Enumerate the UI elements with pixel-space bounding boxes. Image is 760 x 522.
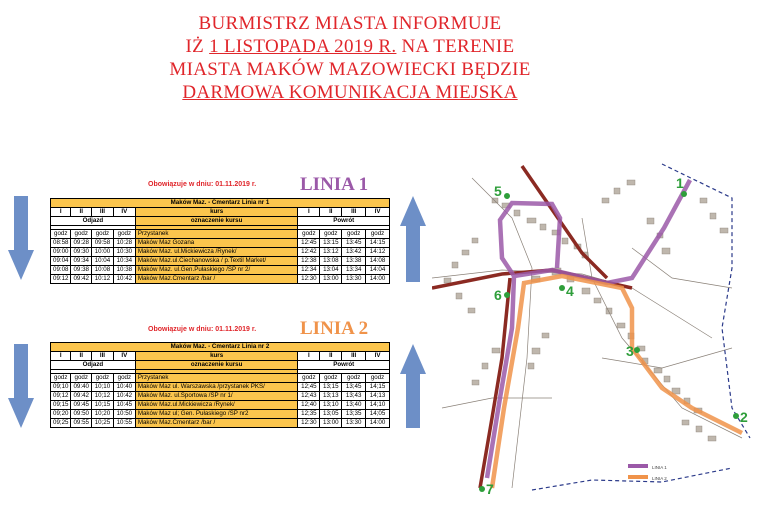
return-time: 14;13	[366, 392, 390, 401]
return-time: 12:34	[298, 266, 320, 275]
departure-time: 10:08	[91, 266, 113, 275]
departure-time: 10:45	[113, 401, 135, 410]
departure-time: 09:04	[51, 257, 71, 266]
departure-time: 09:28	[71, 239, 91, 248]
odjazd-header: Odjazd	[51, 361, 136, 370]
return-time: 12;43	[298, 392, 320, 401]
table-row	[51, 248, 390, 257]
stop-name: Maków Maz. ul.Sportowa /SP nr 1/	[135, 392, 298, 401]
departure-time: 10:28	[113, 239, 135, 248]
return-time: 12;45	[298, 383, 320, 392]
stop-name: Maków Maz Gozana	[135, 239, 298, 248]
arrow-up-icon	[400, 196, 426, 282]
return-time: 12:30	[298, 275, 320, 284]
headline-line-1: BURMISTRZ MIASTA INFORMUJE	[198, 13, 502, 34]
departure-time: 09:34	[71, 257, 91, 266]
departure-time: 09:58	[91, 239, 113, 248]
linia2-table-title: Maków Maz. - Cmentarz Linia nr 2	[51, 343, 390, 352]
return-time: 14:15	[366, 239, 390, 248]
departure-time: 10:30	[113, 248, 135, 257]
departure-time: 10:38	[113, 266, 135, 275]
return-time: 12:30	[298, 419, 320, 428]
return-time: 12:42	[298, 248, 320, 257]
departure-time: 09:38	[71, 266, 91, 275]
arrow-down-icon	[8, 196, 34, 280]
departure-time: 09:08	[51, 266, 71, 275]
linia2-title: LINIA 2	[300, 318, 369, 339]
return-time: 13:34	[342, 266, 366, 275]
headline-line-4: DARMOWA KOMUNIKACJA MIEJSKA	[182, 82, 518, 103]
departure-time: 10:12	[91, 275, 113, 284]
arrow-up-icon	[400, 344, 426, 428]
linia2-timetable: Maków Maz. - Cmentarz Linia nr 2 I II III IV kurs I II III IV Odjazd oznaczenie kursu Powrót godz godz godz godz Przystanek godz godz godz godz 09;10 09:40 10;10 10:40 Maków Maz ul. Warszawska /przystanek PKS/ 12;45 13;15 13;45 14;15 09;12 09:42 10;12 10:42 Maków Maz. ul.Sportowa /SP nr 1/ 12;43 13;13 13;43 14;13 09;15 09:45 10;15 10:45 Maków Maz.ul.Mickiewicza /Rynek/ 12;40 13;10 13;40 14;10 09;20 09:50 10;20 10:50 Maków Maz ul; Gen. Pułaskiego /SP nr2 12;35 13;05 13;35 14;05 09;25 09:55 10;25 10:55 Maków Maz.Cmentarz /bar / 12:30 13:00 13:30 14:00	[50, 342, 390, 428]
stop-label: 5	[494, 183, 502, 199]
return-time: 13;10	[320, 401, 342, 410]
return-time: 14;10	[366, 401, 390, 410]
stop-name: Maków Maz ul; Gen. Pułaskiego /SP nr2	[135, 410, 298, 419]
departure-time: 10:40	[113, 383, 135, 392]
departure-time: 09:50	[71, 410, 91, 419]
headline-line-2: IŻ 1 LISTOPADA 2019 R. NA TERENIE	[185, 36, 515, 57]
stop-label: 7	[486, 481, 494, 497]
return-time: 13:00	[320, 275, 342, 284]
stop-name: Maków Maz.ul.Ciechanowska / p.Textil Market/	[135, 257, 298, 266]
departure-time: 09:00	[51, 248, 71, 257]
return-time: 12;35	[298, 410, 320, 419]
return-time: 14:12	[366, 248, 390, 257]
departure-time: 10:42	[113, 392, 135, 401]
stop-name: Maków Maz ul. Warszawska /przystanek PKS/	[135, 383, 298, 392]
return-time: 14:08	[366, 257, 390, 266]
arrow-down-icon	[8, 344, 34, 428]
departure-time: 10:04	[91, 257, 113, 266]
departure-time: 10:34	[113, 257, 135, 266]
headline-line-3: MIASTA MAKÓW MAZOWIECKI BĘDZIE	[169, 59, 531, 80]
return-time: 13;45	[342, 383, 366, 392]
headline-date: 1 LISTOPADA 2019 R.	[209, 36, 397, 57]
return-time: 13;43	[342, 392, 366, 401]
departure-time: 10:50	[113, 410, 135, 419]
departure-time: 09:12	[51, 275, 71, 284]
linia1-validity: Obowiązuje w dniu: 01.11.2019 r.	[148, 181, 257, 188]
table-row	[51, 239, 390, 248]
stop-name: Maków Maz.Cmentarz /bar /	[135, 419, 298, 428]
linia1-timetable: Maków Maz. - Cmentarz Linia nr 1 I II III IV kurs I II III IV Odjazd oznaczenie kursu Powrót godz godz godz godz Przystanek godz godz godz godz 08:58 09:28 09:58 10:28 Maków Maz Gozana 12:45 13:15 13:45 14:15 09:00 09:30 10:00 10:30 Maków Maz. ul.Mickiewicza /Rynek/ 12:42 13:12 13:42 14:12 09:04 09:34 10:04 10:34 Maków Maz.ul.Ciechanowska / p.Textil Market/ 12:38 13:08 13:38 14:08 09:08 09:38 10:08 10:38 Maków Maz. ul.Gen.Pułaskiego /SP nr 2/ 12:34 13:04 13:34 14:04 09:12 09:42 10:12 10:42 Maków Maz.Cmentarz /bar / 12:30 13:00 13:30 14:00	[50, 198, 390, 284]
departure-time: 09:30	[71, 248, 91, 257]
stop-label: 1	[676, 175, 684, 191]
return-time: 13;35	[342, 410, 366, 419]
return-time: 14:00	[366, 419, 390, 428]
return-time: 13;05	[320, 410, 342, 419]
departure-time: 09;25	[51, 419, 71, 428]
departure-time: 09;10	[51, 383, 71, 392]
departure-time: 10:55	[113, 419, 135, 428]
legend-linia1: LINIA 1	[652, 465, 667, 470]
departure-time: 09:45	[71, 401, 91, 410]
return-time: 13:45	[342, 239, 366, 248]
return-time: 13:00	[320, 419, 342, 428]
linia1-table-title: Maków Maz. - Cmentarz Linia nr 1	[51, 199, 390, 208]
departure-time: 08:58	[51, 239, 71, 248]
departure-time: 10;15	[91, 401, 113, 410]
return-time: 13:04	[320, 266, 342, 275]
table-row	[51, 383, 390, 392]
return-time: 12;40	[298, 401, 320, 410]
stop-label: 3	[626, 343, 634, 359]
linia1-title: LINIA 1	[300, 174, 369, 195]
return-time: 13;15	[320, 383, 342, 392]
departure-time: 09;15	[51, 401, 71, 410]
stop-name: Maków Maz. ul.Gen.Pułaskiego /SP nr 2/	[135, 266, 298, 275]
table-row	[51, 257, 390, 266]
departure-time: 10;20	[91, 410, 113, 419]
return-time: 13:38	[342, 257, 366, 266]
departure-time: 10;25	[91, 419, 113, 428]
powrot-header: Powrót	[298, 361, 390, 370]
return-time: 14:00	[366, 275, 390, 284]
table-row	[51, 419, 390, 428]
departure-time: 09:55	[71, 419, 91, 428]
return-time: 13:12	[320, 248, 342, 257]
return-time: 13:15	[320, 239, 342, 248]
return-time: 13:42	[342, 248, 366, 257]
stop-name: Maków Maz. ul.Mickiewicza /Rynek/	[135, 248, 298, 257]
departure-time: 10:00	[91, 248, 113, 257]
stop-name: Maków Maz.ul.Mickiewicza /Rynek/	[135, 401, 298, 410]
announcement-headline	[140, 12, 560, 104]
table-row	[51, 266, 390, 275]
departure-time: 10:42	[113, 275, 135, 284]
return-time: 13:08	[320, 257, 342, 266]
return-time: 13;40	[342, 401, 366, 410]
odjazd-header: Odjazd	[51, 217, 136, 226]
table-row	[51, 392, 390, 401]
departure-time: 09;20	[51, 410, 71, 419]
departure-time: 09:42	[71, 392, 91, 401]
departure-time: 09:42	[71, 275, 91, 284]
departure-time: 09;12	[51, 392, 71, 401]
stop-label: 2	[740, 409, 748, 425]
stop-name: Maków Maz.Cmentarz /bar /	[135, 275, 298, 284]
return-time: 14:04	[366, 266, 390, 275]
stop-label: 4	[566, 283, 574, 299]
table-row	[51, 410, 390, 419]
return-time: 12:38	[298, 257, 320, 266]
return-time: 12:45	[298, 239, 320, 248]
linia2-validity: Obowiązuje w dniu: 01.11.2019 r.	[148, 326, 257, 333]
departure-time: 09:40	[71, 383, 91, 392]
departure-time: 10;12	[91, 392, 113, 401]
departure-time: 10;10	[91, 383, 113, 392]
return-time: 13:30	[342, 419, 366, 428]
return-time: 13:30	[342, 275, 366, 284]
return-time: 13;13	[320, 392, 342, 401]
return-time: 14;05	[366, 410, 390, 419]
legend-linia2: LINIA 2	[652, 476, 667, 481]
return-time: 14;15	[366, 383, 390, 392]
powrot-header: Powrót	[298, 217, 390, 226]
table-row	[51, 275, 390, 284]
route-map	[432, 158, 756, 498]
table-row	[51, 401, 390, 410]
stop-label: 6	[494, 287, 502, 303]
